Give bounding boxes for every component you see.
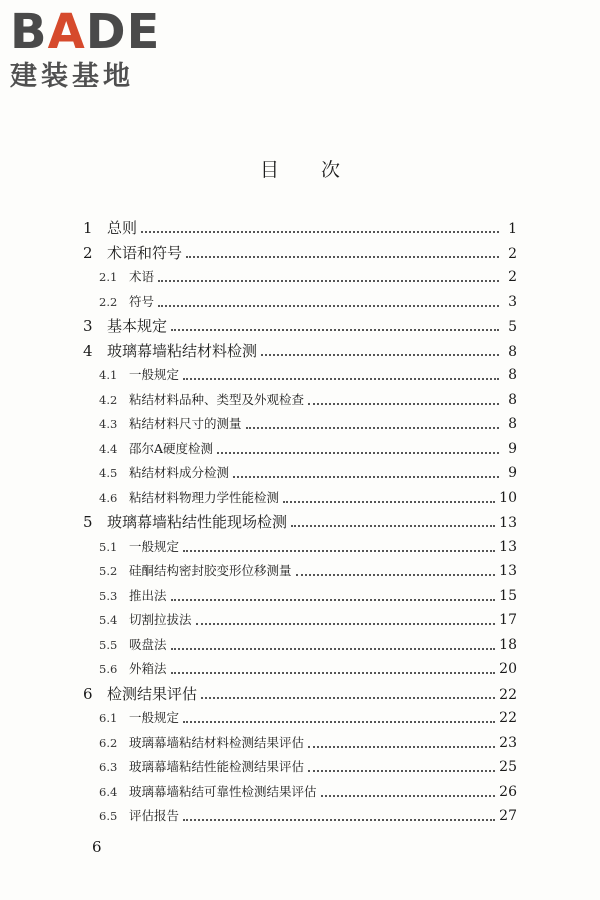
toc-entry-number: 5.4 — [99, 613, 118, 627]
logo-wordmark: BADE — [10, 4, 161, 60]
toc-entry-label: 玻璃幕墙粘结材料检测结果评估 — [129, 734, 305, 750]
toc-entry-label: 邵尔A硬度检测 — [129, 440, 214, 456]
toc-entry-label: 粘结材料物理力学性能检测 — [129, 489, 280, 505]
toc-chapter[interactable] — [83, 216, 517, 241]
toc-entry-label: 一般规定 — [129, 710, 180, 725]
toc-entry-page: 13 — [499, 563, 517, 579]
toc-entry-number: 5 — [83, 513, 93, 531]
toc-entry-page: 2 — [508, 269, 517, 285]
toc-entry-label: 一般规定 — [129, 367, 180, 382]
toc-section[interactable] — [83, 780, 517, 805]
toc-entry-page: 13 — [499, 538, 517, 555]
toc-entry-page: 17 — [499, 612, 517, 628]
toc-entry-label: 外箱法 — [129, 661, 167, 676]
toc-entry-number: 6.3 — [99, 760, 118, 774]
toc-entry-label: 玻璃幕墙粘结材料检测 — [107, 341, 258, 360]
toc-entry-page: 22 — [499, 686, 517, 703]
toc-entry-number: 5.1 — [99, 539, 118, 554]
toc-section[interactable] — [83, 363, 517, 388]
toc-entry-label: 基本规定 — [107, 317, 168, 335]
toc-entry-page: 9 — [508, 465, 517, 481]
dot-leader — [171, 599, 496, 601]
dot-leader — [308, 770, 495, 772]
brand-logo — [10, 6, 180, 94]
dot-leader — [217, 452, 499, 454]
toc-entry-number: 2.2 — [99, 294, 118, 309]
toc-entry-page: 27 — [499, 808, 517, 824]
toc-entry-page: 10 — [499, 489, 517, 506]
dot-leader — [196, 623, 496, 625]
toc-entry-page: 8 — [508, 343, 517, 360]
toc-section[interactable] — [83, 412, 517, 437]
toc-chapter[interactable] — [83, 339, 517, 364]
toc-section[interactable] — [83, 486, 517, 511]
toc-entry-number: 5.2 — [99, 564, 118, 578]
dot-leader — [308, 746, 495, 748]
dot-leader — [158, 280, 499, 282]
toc-section[interactable] — [83, 755, 517, 780]
toc-entry-number: 5.6 — [99, 662, 118, 676]
toc-section[interactable] — [83, 437, 517, 462]
dot-leader — [141, 231, 499, 233]
toc-entry-number: 2 — [83, 243, 93, 262]
dot-leader — [201, 697, 495, 699]
toc-section[interactable] — [83, 633, 517, 658]
toc-section[interactable] — [83, 461, 517, 486]
dot-leader — [296, 574, 496, 576]
dot-leader — [171, 648, 496, 650]
toc-entry-number: 4.3 — [99, 417, 118, 431]
toc-section[interactable] — [83, 388, 517, 413]
toc-section[interactable] — [83, 731, 517, 756]
toc-entry-number: 6 — [83, 684, 93, 703]
toc-section[interactable] — [83, 608, 517, 633]
table-of-contents — [83, 216, 517, 829]
toc-entry-page: 18 — [499, 636, 517, 653]
toc-section[interactable] — [83, 584, 517, 609]
toc-entry-number: 2.1 — [99, 270, 118, 284]
toc-entry-label: 总则 — [107, 219, 138, 237]
toc-section[interactable] — [83, 559, 517, 584]
toc-section[interactable] — [83, 535, 517, 560]
toc-chapter[interactable] — [83, 682, 517, 707]
toc-entry-label: 评估报告 — [129, 808, 180, 823]
toc-entry-page: 3 — [508, 293, 517, 310]
dot-leader — [183, 721, 495, 723]
toc-entry-page: 9 — [508, 440, 517, 457]
toc-entry-label: 玻璃幕墙粘结性能现场检测 — [107, 513, 288, 531]
dot-leader — [171, 329, 499, 331]
toc-entry-label: 切割拉拔法 — [129, 612, 192, 627]
page-title: 目次 — [259, 159, 382, 181]
toc-entry-number: 5.5 — [99, 637, 118, 652]
toc-section[interactable] — [83, 290, 517, 315]
toc-entry-page: 8 — [508, 367, 517, 383]
logo-subtitle: 建装基地 — [10, 61, 134, 92]
toc-entry-page: 8 — [508, 391, 517, 408]
toc-entry-number: 4 — [83, 341, 93, 360]
toc-entry-number: 4.5 — [99, 466, 118, 480]
dot-leader — [308, 403, 499, 405]
dot-leader — [261, 354, 499, 356]
toc-entry-number: 1 — [83, 219, 93, 237]
toc-entry-page: 26 — [499, 783, 517, 800]
toc-chapter[interactable] — [83, 241, 517, 266]
toc-entry-label: 粘结材料尺寸的测量 — [129, 416, 242, 431]
toc-entry-page: 13 — [499, 515, 517, 531]
dot-leader — [233, 476, 499, 478]
dot-leader — [183, 819, 495, 821]
dot-leader — [183, 550, 495, 552]
toc-entry-label: 粘结材料品种、类型及外观检查 — [129, 391, 305, 407]
toc-entry-label: 玻璃幕墙粘结可靠性检测结果评估 — [129, 783, 317, 799]
page-number: 6 — [92, 838, 102, 856]
toc-entry-number: 6.1 — [99, 711, 118, 725]
toc-entry-label: 术语和符号 — [107, 243, 183, 262]
dot-leader — [283, 501, 495, 503]
toc-entry-number: 4.6 — [99, 490, 118, 505]
toc-entry-number: 6.2 — [99, 735, 118, 750]
toc-entry-label: 吸盘法 — [129, 636, 167, 652]
toc-entry-page: 20 — [499, 661, 517, 677]
toc-entry-number: 4.1 — [99, 368, 118, 382]
toc-entry-number: 5.3 — [99, 588, 118, 603]
toc-entry-number: 6.5 — [99, 809, 118, 823]
toc-section[interactable] — [83, 657, 517, 682]
toc-section[interactable] — [83, 804, 517, 829]
dot-leader — [291, 525, 495, 527]
toc-entry-page: 1 — [508, 221, 517, 237]
toc-chapter[interactable] — [83, 510, 517, 535]
dot-leader — [158, 305, 499, 307]
dot-leader — [171, 672, 496, 674]
dot-leader — [246, 427, 499, 429]
toc-entry-label: 检测结果评估 — [107, 684, 198, 703]
toc-entry-label: 硅酮结构密封胶变形位移测量 — [129, 563, 292, 578]
dot-leader — [183, 378, 499, 380]
toc-entry-label: 符号 — [129, 293, 155, 309]
toc-entry-page: 2 — [508, 245, 517, 262]
toc-entry-page: 15 — [499, 587, 517, 604]
toc-entry-label: 推出法 — [129, 587, 167, 603]
dot-leader — [186, 256, 499, 258]
toc-entry-page: 8 — [508, 416, 517, 432]
toc-section[interactable] — [83, 265, 517, 290]
toc-entry-number: 4.4 — [99, 441, 118, 456]
toc-entry-page: 23 — [499, 734, 517, 751]
toc-entry-page: 22 — [499, 710, 517, 726]
toc-entry-page: 5 — [508, 319, 517, 335]
toc-entry-number: 3 — [83, 317, 93, 335]
toc-entry-label: 玻璃幕墙粘结性能检测结果评估 — [129, 759, 305, 774]
toc-entry-number: 4.2 — [99, 392, 118, 407]
toc-entry-label: 粘结材料成分检测 — [129, 465, 230, 480]
toc-entry-number: 6.4 — [99, 784, 118, 799]
toc-chapter[interactable] — [83, 314, 517, 339]
dot-leader — [321, 795, 496, 797]
toc-entry-page: 25 — [499, 759, 517, 775]
toc-section[interactable] — [83, 706, 517, 731]
toc-entry-label: 术语 — [129, 269, 155, 284]
toc-entry-label: 一般规定 — [129, 538, 180, 554]
